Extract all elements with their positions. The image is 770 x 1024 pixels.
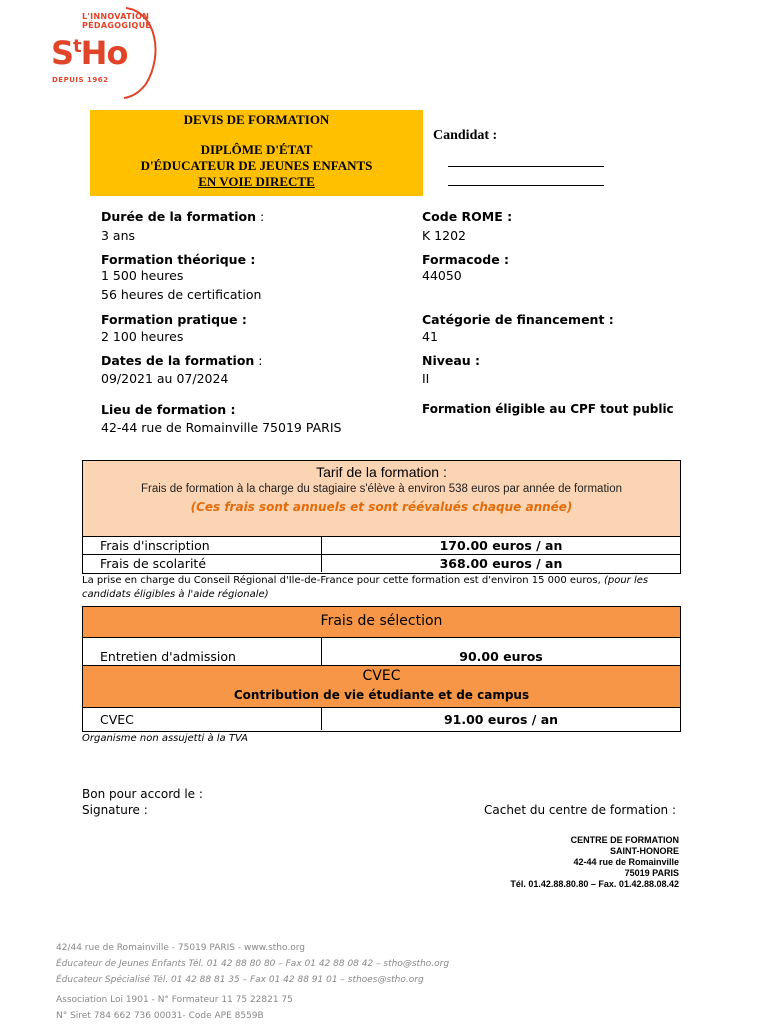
- selection-title: Frais de sélection: [320, 613, 443, 629]
- signature-label: Signature :: [82, 803, 148, 817]
- bon-pour-accord: Bon pour accord le :: [82, 787, 203, 801]
- table-row: Entretien d'admission 90.00 euros: [83, 638, 680, 666]
- footer-legal: Association Loi 1901 - N° Formateur 11 75 22821 75 N° Siret 784 662 736 00031- Code APE 8559B: [56, 995, 293, 1021]
- cpf-eligibility: Formation éligible au CPF tout public: [422, 402, 674, 416]
- formacode-value: 44050: [422, 268, 462, 283]
- dates-value: 09/2021 au 07/2024: [101, 371, 229, 386]
- diploma-line-1: DIPLÔME D'ÉTAT: [200, 142, 313, 157]
- pratique-value: 2 100 heures: [101, 329, 184, 344]
- table-row: Frais d'inscription 170.00 euros / an: [83, 537, 680, 555]
- financement-value: 41: [422, 329, 438, 344]
- header-title-block: [90, 110, 423, 190]
- niveau-value: II: [422, 371, 430, 386]
- cvec-subtitle: Contribution de vie étudiante et de campus: [233, 688, 530, 702]
- selection-header: [83, 607, 680, 638]
- candidat-label: Candidat :: [433, 128, 498, 143]
- table-row: Frais de scolarité 368.00 euros / an: [100, 556, 563, 571]
- code-rome-label: Code ROME :: [422, 209, 513, 224]
- theorique-label: Formation théorique :: [101, 252, 256, 267]
- duree-label: Durée de la formation :: [101, 209, 265, 224]
- cvec-header: [83, 666, 680, 708]
- tarif-title: Tarif de la formation :: [316, 464, 447, 480]
- dates-label: Dates de la formation :: [101, 353, 263, 368]
- financement-label: Catégorie de financement :: [422, 312, 614, 327]
- duree-value: 3 ans: [101, 228, 136, 243]
- logo-since: DEPUIS 1962: [52, 76, 109, 84]
- logo: $S^tHo$: [51, 34, 128, 72]
- pratique-label: Formation pratique :: [101, 312, 247, 327]
- tva-note: Organisme non assujetti à la TVA: [82, 733, 248, 744]
- selection-table: [82, 606, 681, 732]
- prise-en-charge-note: La prise en charge du Conseil Régional d'Ile-de-France pour cette formation est d'environ 15 000 euros, (pour les candidats éligibles à l'aide régionale): [82, 575, 649, 600]
- theorique-value-1: 1 500 heures: [101, 268, 184, 283]
- tarif-description: Frais de formation à la charge du stagiaire s'élève à environ 538 euros par année de formation: [140, 483, 622, 495]
- diploma-line-3: EN VOIE DIRECTE: [198, 174, 315, 189]
- centre-stamp: CENTRE DE FORMATION SAINT-HONORE 42-44 rue de Romainville 75019 PARIS Tél. 01.42.88.80.80 – Fax. 01.42.88.08.42: [510, 835, 679, 889]
- tarif-table: [82, 460, 681, 574]
- code-rome-value: K 1202: [422, 228, 466, 243]
- page-title: DEVIS DE FORMATION: [183, 112, 330, 127]
- lieu-label: Lieu de formation :: [101, 402, 236, 417]
- theorique-value-2: 56 heures de certification: [101, 287, 262, 302]
- niveau-label: Niveau :: [422, 353, 481, 368]
- candidat-line-1: [448, 166, 604, 167]
- candidat-line-2: [448, 185, 604, 186]
- tarif-note: (Ces frais sont annuels et sont réévalués chaque année): [190, 500, 573, 514]
- table-row: CVEC 91.00 euros / an: [83, 708, 680, 730]
- logo-tagline: L'INNOVATION PÉDAGOGIQUE: [82, 12, 152, 30]
- tarif-header: [83, 461, 680, 537]
- cachet-label: Cachet du centre de formation :: [484, 803, 677, 817]
- diploma-line-2: D'ÉDUCATEUR DE JEUNES ENFANTS: [140, 158, 373, 173]
- cvec-title: CVEC: [362, 668, 401, 684]
- formacode-label: Formacode :: [422, 252, 510, 267]
- lieu-value: 42-44 rue de Romainville 75019 PARIS: [101, 420, 342, 435]
- footer-address: 42/44 rue de Romainville - 75019 PARIS - www.stho.org Éducateur de Jeunes Enfants Tél. 01 42 88 80 80 – Fax 01 42 88 08 42 – stho@stho.org Éducateur Spécialisé Tél. 01 42 88 81 35 – Fax 01 42 88 91 01 – sthoes@stho.org: [56, 943, 450, 985]
